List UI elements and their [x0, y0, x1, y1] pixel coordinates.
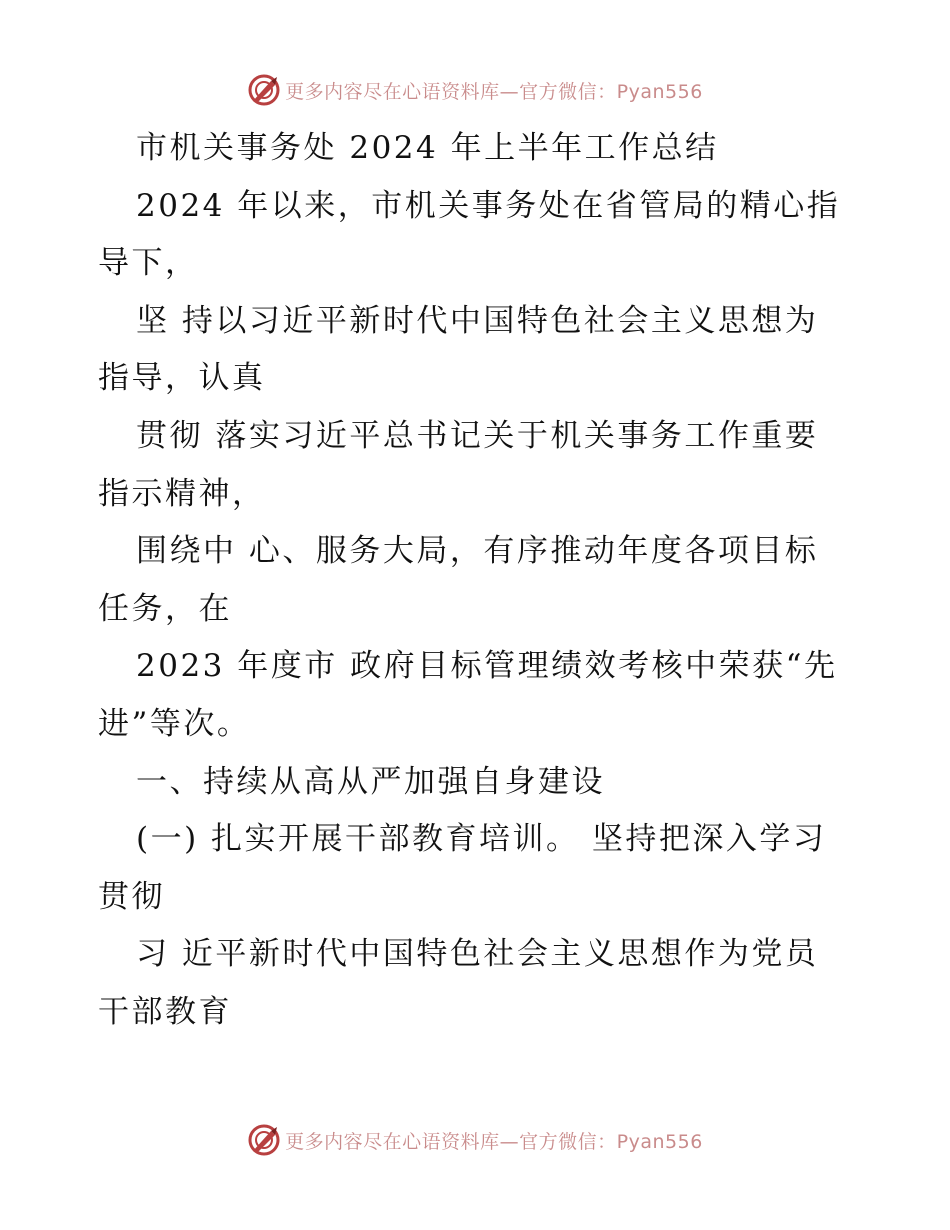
paragraph [98, 523, 858, 638]
paragraph-line: 2024 年以来，市机关事务处在省管局的精心指 [136, 187, 841, 224]
paragraph [98, 408, 858, 523]
paragraph [98, 638, 858, 753]
paragraph [98, 811, 858, 926]
paragraph-wrap-line: 指示精神， [98, 475, 266, 512]
section-heading [98, 754, 858, 812]
paragraph-wrap-line: 任务，在 [98, 590, 232, 627]
paragraph-wrap-line: 进”等次。 [98, 705, 251, 742]
document-title [98, 120, 858, 178]
paragraph-wrap-line: 贯彻 [98, 878, 165, 915]
quill-seal-icon [247, 73, 281, 107]
paragraph-wrap-line: 指导，认真 [98, 360, 266, 397]
header-watermark-banner [0, 70, 950, 110]
heading-line: 一、持续从高从严加强自身建设 [136, 763, 605, 800]
watermark-text: 更多内容尽在心语资料库—官方微信：Pyan556 [285, 1130, 703, 1153]
paragraph-line: 2023 年度市 政府目标管理绩效考核中荣获“先 [136, 648, 838, 685]
document-body [98, 120, 858, 1042]
paragraph-line: 贯彻 落实习近平总书记关于机关事务工作重要 [136, 417, 819, 454]
paragraph [98, 926, 858, 1041]
watermark-text: 更多内容尽在心语资料库—官方微信：Pyan556 [285, 80, 703, 103]
paragraph-line: 围绕中 心、服务大局，有序推动年度各项目标 [136, 533, 819, 570]
paragraph-line: (一) 扎实开展干部教育培训。 坚持把深入学习 [136, 821, 827, 858]
paragraph-line: 习 近平新时代中国特色社会主义思想作为党员 [136, 936, 819, 973]
quill-seal-icon [247, 1123, 281, 1157]
title-line: 市机关事务处 2024 年上半年工作总结 [136, 130, 719, 166]
footer-watermark-banner [0, 1120, 950, 1160]
paragraph-line: 坚 持以习近平新时代中国特色社会主义思想为 [136, 302, 819, 339]
paragraph [98, 293, 858, 408]
paragraph-wrap-line: 干部教育 [98, 993, 232, 1030]
paragraph-wrap-line: 导下， [98, 245, 199, 282]
paragraph [98, 178, 858, 293]
